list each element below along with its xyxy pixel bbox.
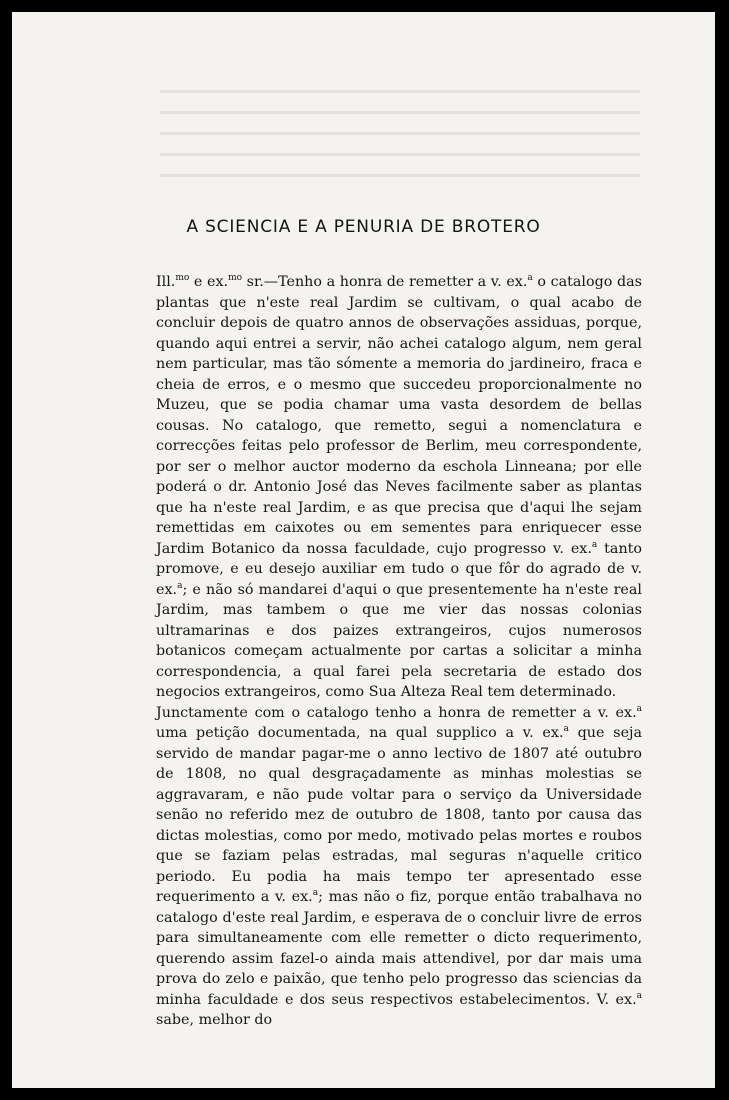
article-body xyxy=(156,272,642,1031)
paragraph-1-text: ; e não só mandarei d'aqui o que presentemente ha n'este real Jardim, mas tambem o que me vier das nossas colonias ultramarinas e dos paizes extrangeiros, cujos numerosos botanicos começam actualmente por cartas a solicitar a minha correspondencia, a qual farei pela secretaria de estado dos negocios extrangeiros, como Sua Alteza Real tem determinado. xyxy=(156,581,642,700)
paragraph-2-text: uma petição documentada, na qual supplico a v. ex. xyxy=(156,725,564,741)
paragraph-2-text: ; mas não o fiz, porque então trabalhava no catalogo d'este real Jardim, e esperava de o concluir livre de erros para simultaneamente com elle remetter o dicto requerimento, querendo assim fazel-o ainda mais attendivel, por dar mais uma prova do zelo e paixão, que tenho pelo progresso das sciencias da minha faculdade e dos seus respectivos estabelecimentos. V. ex. xyxy=(156,889,642,1008)
book-page xyxy=(12,12,715,1088)
paragraph-1 xyxy=(156,272,642,703)
salutation-ill: Ill. xyxy=(156,274,176,290)
superscript: a xyxy=(591,539,598,550)
paragraph-1-text: o catalogo das plantas que n'este real Jardim se cultivam, o qual acabo de concluir depois de quatro annos de observações assiduas, porque, quando aqui entrei a servir, não achei catalogo algum, nem geral nem particular, mas tão sómente a memoria do jardineiro, fraca e cheia de erros, e o mesmo que succedeu proporcionalmente no Muzeu, que se podia chamar uma vasta desordem de bellas cousas. No catalogo, que remetto, segui a nomenclatura e correcções feitas pelo professor de Berlim, meu correspondente, por ser o melhor auctor moderno da eschola Linneana; por elle poderá o dr. Antonio José das Neves facilmente saber as plantas que ha n'este real Jardim, e as que precisa que d'aqui lhe sejam remettidas em caixotes ou em sementes para enriquecer esse Jardim Botanico da nossa faculdade, cujo progresso v. ex. xyxy=(156,274,642,557)
article-title: A SCIENCIA E A PENURIA DE BROTERO xyxy=(186,217,541,237)
paragraph-2-text: sabe, melhor do xyxy=(156,1012,273,1028)
superscript: a xyxy=(636,990,642,1001)
superscript: a xyxy=(527,273,533,284)
superscript: a xyxy=(636,703,642,714)
superscript: a xyxy=(563,724,569,735)
superscript: mo xyxy=(175,273,190,284)
superscript: a xyxy=(312,888,319,899)
paragraph-2 xyxy=(156,703,642,1031)
paragraph-2-text: Junctamente com o catalogo tenho a honra de remetter a v. ex. xyxy=(156,704,637,721)
superscript: mo xyxy=(228,273,243,284)
show-through-text xyxy=(160,90,640,210)
salutation-rest: sr.—Tenho a honra de remetter a v. ex. xyxy=(242,274,528,290)
paragraph-1-text: tanto promove, e eu desejo auxiliar em tudo o que fôr do agrado de v. ex. xyxy=(156,540,643,598)
paragraph-2-text: que seja servido de mandar pagar-me o anno lectivo de 1807 até outubro de 1808, no qual desgraçadamente as minhas molestias se aggravaram, e não pude voltar para o serviço da Universidade senão no referido mez de outubro de 1808, tanto por causa das dictas molestias, como por medo, motivado pelas mortes e roubos que se faziam pelas estradas, mal seguras n'aquelle critico periodo. Eu podia ha mais tempo ter apresentado esse requerimento a v. ex. xyxy=(156,725,643,905)
salutation-conj: e ex. xyxy=(189,274,229,290)
superscript: a xyxy=(177,580,183,591)
